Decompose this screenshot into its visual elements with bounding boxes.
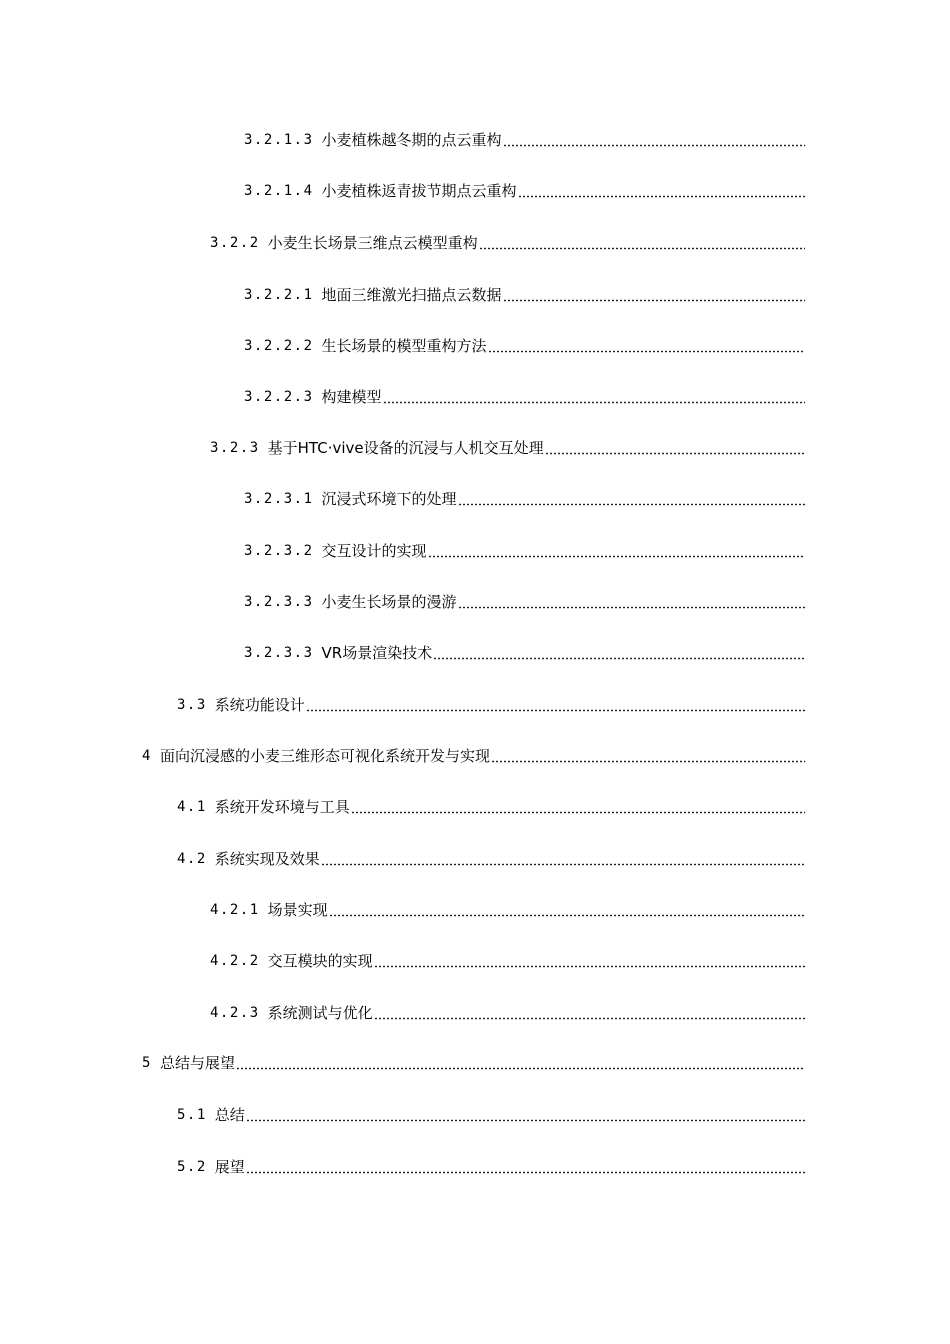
toc-entry-3-3[interactable] <box>177 691 805 715</box>
toc-entry-4-2[interactable] <box>177 845 805 869</box>
toc-entry-number: 3.2.3 <box>210 440 260 456</box>
toc-entry-title: 场景实现 <box>267 901 328 919</box>
toc-entry-title: 系统开发环境与工具 <box>214 798 350 816</box>
toc-entry-3-2-1-3[interactable] <box>244 126 805 150</box>
dot-leader <box>479 247 805 250</box>
toc-entry-number: 4.2.3 <box>210 1005 260 1021</box>
toc-entry-4[interactable] <box>142 742 805 766</box>
toc-entry-title: 交互设计的实现 <box>321 542 427 560</box>
dot-leader <box>374 1017 805 1020</box>
toc-entry-number: 3.2.2.1 <box>244 287 314 303</box>
dot-leader <box>458 606 805 609</box>
toc-entry-4-2-1[interactable] <box>210 896 805 920</box>
dot-leader <box>428 555 805 558</box>
toc-entry-title: 小麦生长场景三维点云模型重构 <box>267 234 478 252</box>
dot-leader <box>383 401 805 404</box>
toc-entry-title: 总结 <box>214 1106 245 1124</box>
toc-entry-title: 构建模型 <box>321 388 382 406</box>
dot-leader <box>306 709 805 712</box>
dot-leader <box>433 657 805 660</box>
toc-entry-number: 3.2.1.4 <box>244 183 314 199</box>
toc-entry-number: 3.3 <box>177 697 207 713</box>
toc-entry-4-2-2[interactable] <box>210 947 805 971</box>
toc-entry-number: 4.2.2 <box>210 953 260 969</box>
toc-entry-3-2-2-1[interactable] <box>244 281 805 305</box>
toc-entry-number: 3.2.3.3 <box>244 594 314 610</box>
toc-entry-title: 小麦植株返青拔节期点云重构 <box>321 182 517 200</box>
toc-entry-number: 4.2 <box>177 851 207 867</box>
dot-leader <box>246 1119 805 1122</box>
dot-leader <box>503 144 805 147</box>
toc-entry-title: 地面三维激光扫描点云数据 <box>321 286 502 304</box>
toc-entry-title: 小麦生长场景的漫游 <box>321 593 457 611</box>
toc-entry-3-2-3-2[interactable] <box>244 537 805 561</box>
toc-entry-number: 3.2.3.1 <box>244 491 314 507</box>
toc-entry-3-2-2[interactable] <box>210 229 805 253</box>
toc-entry-title: 系统实现及效果 <box>214 850 320 868</box>
toc-entry-3-2-3-3[interactable] <box>244 588 805 612</box>
toc-entry-number: 5.2 <box>177 1159 207 1175</box>
toc-entry-3-2-3[interactable] <box>210 434 805 458</box>
toc-entry-3-2-2-2[interactable] <box>244 332 805 356</box>
toc-entry-title: 小麦植株越冬期的点云重构 <box>321 131 502 149</box>
toc-entry-number: 5.1 <box>177 1107 207 1123</box>
toc-entry-number: 4.1 <box>177 799 207 815</box>
toc-entry-title: 系统功能设计 <box>214 696 305 714</box>
toc-entry-number: 3.2.3.3 <box>244 645 314 661</box>
toc-entry-3-2-1-4[interactable] <box>244 177 805 201</box>
toc-entry-4-1[interactable] <box>177 793 805 817</box>
dot-leader <box>491 760 805 763</box>
toc-entry-title: 交互模块的实现 <box>267 952 373 970</box>
toc-entry-title: 展望 <box>214 1158 245 1176</box>
dot-leader <box>246 1171 805 1174</box>
toc-entry-5-2[interactable] <box>177 1153 805 1177</box>
toc-entry-number: 3.2.2.3 <box>244 389 314 405</box>
toc-entry-title: 总结与展望 <box>159 1054 235 1072</box>
toc-entry-number: 4 <box>142 748 152 764</box>
dot-leader <box>518 195 805 198</box>
toc-entry-number: 3.2.3.2 <box>244 543 314 559</box>
dot-leader <box>488 350 805 353</box>
toc-entry-number: 5 <box>142 1055 152 1071</box>
toc-entry-number: 3.2.1.3 <box>244 132 314 148</box>
toc-entry-title: 面向沉浸感的小麦三维形态可视化系统开发与实现 <box>159 747 490 765</box>
toc-entry-3-2-3-1[interactable] <box>244 485 805 509</box>
toc-entry-title: 沉浸式环境下的处理 <box>321 490 457 508</box>
dot-leader <box>236 1067 805 1070</box>
toc-entry-title: VR场景渲染技术 <box>321 644 433 662</box>
toc-entry-3-2-2-3[interactable] <box>244 383 805 407</box>
dot-leader <box>374 965 805 968</box>
dot-leader <box>503 299 805 302</box>
toc-entry-3-2-3-3-vr[interactable] <box>244 639 805 663</box>
toc-entry-title: 系统测试与优化 <box>267 1004 373 1022</box>
toc-entry-number: 3.2.2 <box>210 235 260 251</box>
toc-entry-number: 4.2.1 <box>210 902 260 918</box>
toc-entry-number: 3.2.2.2 <box>244 338 314 354</box>
toc-entry-5[interactable] <box>142 1049 805 1073</box>
toc-entry-title: 生长场景的模型重构方法 <box>321 337 487 355</box>
dot-leader <box>321 863 805 866</box>
dot-leader <box>351 811 805 814</box>
dot-leader <box>545 452 805 455</box>
toc-entry-4-2-3[interactable] <box>210 999 805 1023</box>
toc-entry-title: 基于HTC·vive设备的沉浸与人机交互处理 <box>267 439 544 457</box>
dot-leader <box>329 914 805 917</box>
toc-entry-5-1[interactable] <box>177 1101 805 1125</box>
dot-leader <box>458 503 805 506</box>
